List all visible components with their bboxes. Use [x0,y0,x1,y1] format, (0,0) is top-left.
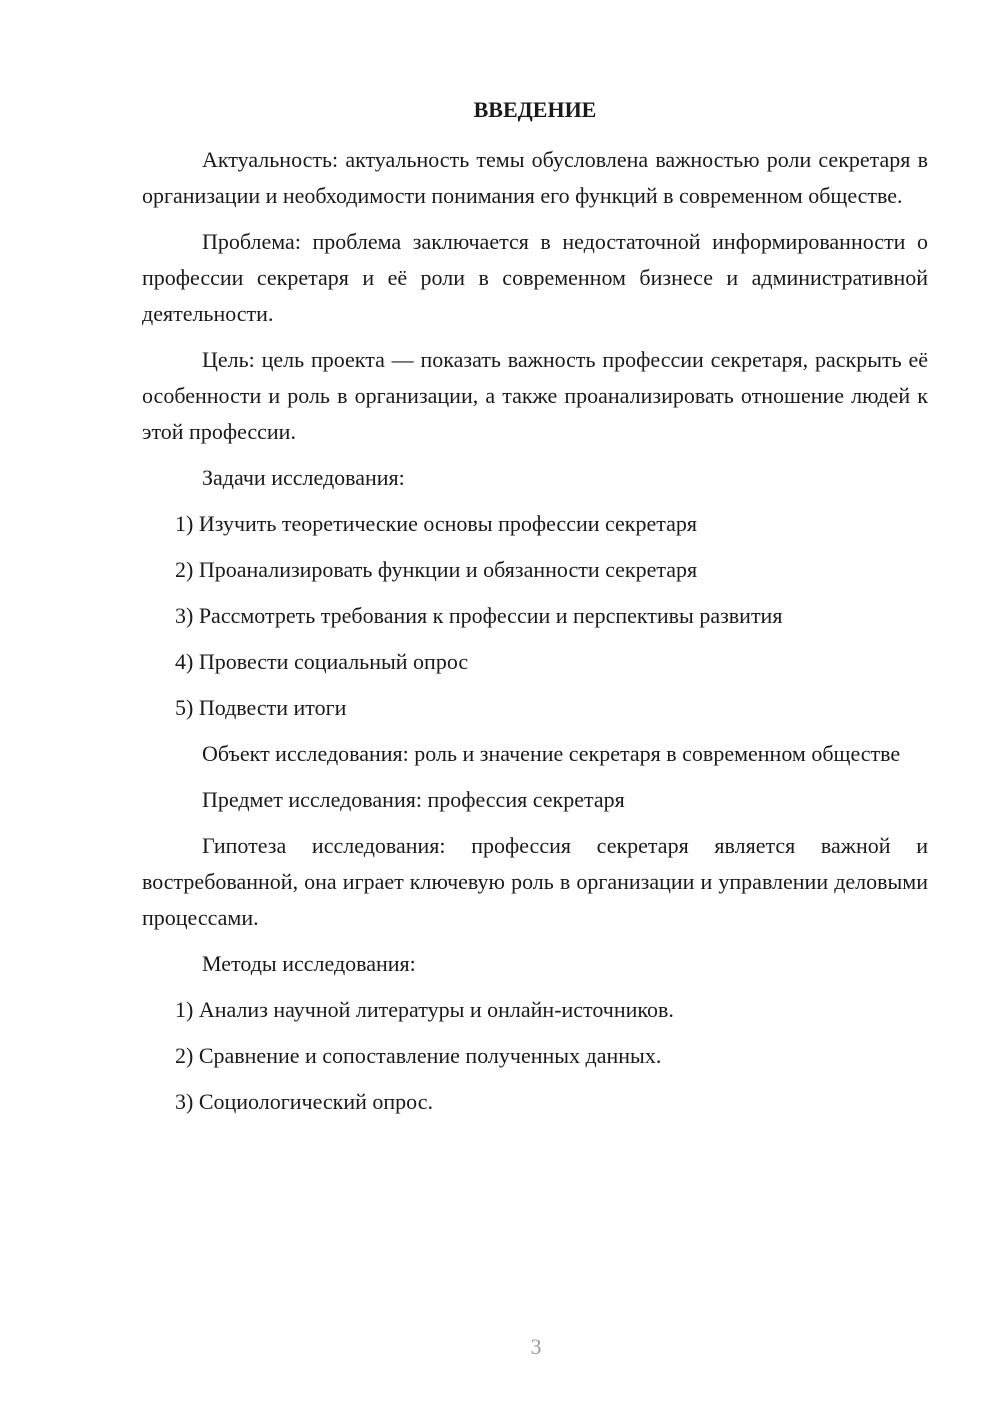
task-item: 4) Провести социальный опрос [175,649,469,674]
document-body [142,142,928,1130]
method-item: 2) Сравнение и сопоставление полученных данных. [175,1043,662,1068]
tasks-heading: Задачи исследования: [202,465,405,490]
relevance-paragraph: Актуальность: актуальность темы обусловлена важностью роли секретаря в организации и необходимости понимания его функций в современном обществе. [142,147,928,208]
hypothesis-paragraph: Гипотеза исследования: профессия секретаря является важной и востребованной, она играет ключевую роль в организации и управлении деловыми процессами. [142,833,928,930]
problem-paragraph: Проблема: проблема заключается в недостаточной информированности о профессии секретаря и её роли в современном бизнесе и административной деятельности. [142,229,928,326]
task-item: 2) Проанализировать функции и обязанности секретаря [175,557,698,582]
method-item: 1) Анализ научной литературы и онлайн-источников. [175,997,674,1022]
task-item: 1) Изучить теоретические основы профессии секретаря [175,511,698,536]
object-paragraph: Объект исследования: роль и значение секретаря в современном обществе [202,741,901,766]
methods-heading: Методы исследования: [202,951,416,976]
page-number: 3 [530,1334,542,1359]
task-item: 5) Подвести итоги [175,695,347,720]
goal-paragraph: Цель: цель проекта — показать важность профессии секретаря, раскрыть её особенности и роль в организации, а также проанализировать отношение людей к этой профессии. [142,347,928,444]
subject-paragraph: Предмет исследования: профессия секретаря [202,787,625,812]
task-item: 3) Рассмотреть требования к профессии и перспективы развития [175,603,783,628]
page-title: ВВЕДЕНИЕ [473,97,597,122]
method-item: 3) Социологический опрос. [175,1089,433,1114]
